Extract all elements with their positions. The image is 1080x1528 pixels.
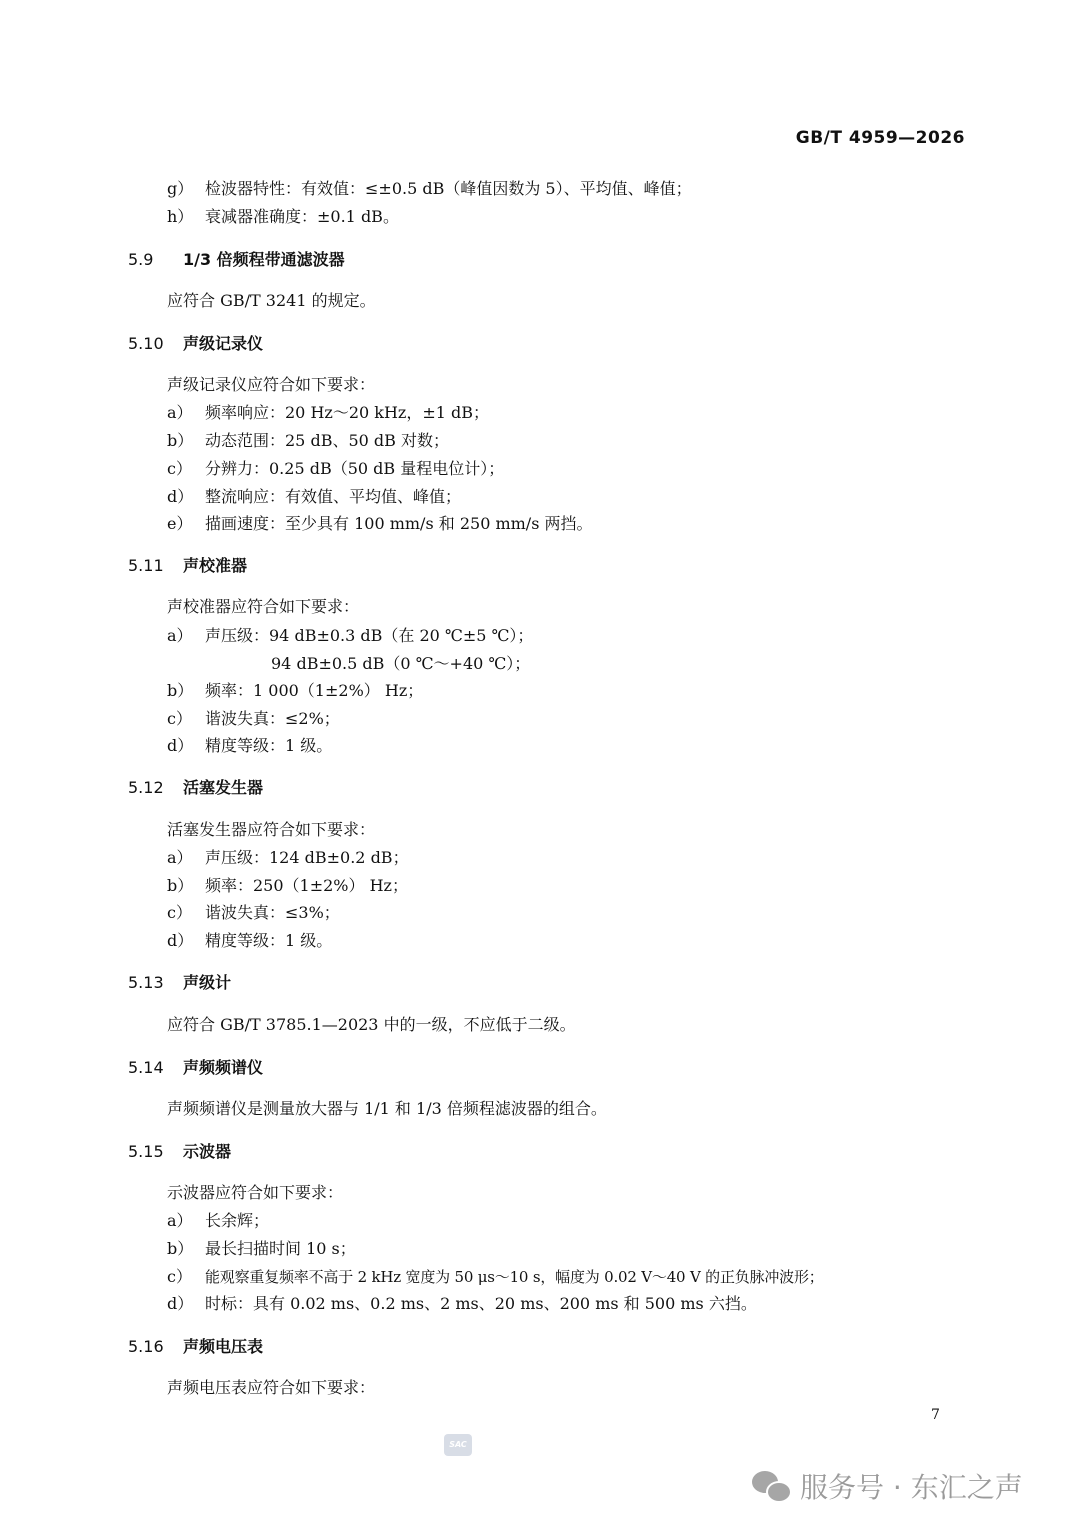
section-title: 示波器 [183,1142,232,1161]
item-letter: d） [167,487,194,506]
item-letter: b） [167,1239,194,1258]
section-title: 声级计 [183,973,232,992]
section-title: 活塞发生器 [183,778,264,797]
item-text: 精度等级：1 级。 [205,931,333,950]
watermark [752,1466,1023,1506]
item-text: 谐波失真：≤2%； [205,709,340,728]
paragraph: 示波器应符合如下要求： [167,1183,344,1202]
item-letter: a） [167,403,193,422]
item-letter: d） [167,931,194,950]
item-text: 最长扫描时间 10 s； [205,1239,356,1258]
standard-code: GB/T 4959—2026 [795,128,965,148]
item-letter: c） [167,1267,192,1286]
item-text: 描画速度：至少具有 100 mm/s 和 250 mm/s 两挡。 [205,514,593,533]
item-text: 频率响应：20 Hz～20 kHz，±1 dB； [205,403,490,422]
section-number: 5.11 [128,556,164,575]
item-text: 整流响应：有效值、平均值、峰值； [205,487,462,506]
item-letter: e） [167,514,193,533]
paragraph: 活塞发生器应符合如下要求： [167,820,376,839]
paragraph: 声级记录仪应符合如下要求： [167,375,376,394]
item-text: 频率：1 000（1±2%） Hz； [205,681,424,700]
section-heading-5-9 [128,250,345,270]
section-heading-5-12 [128,778,263,798]
section-number: 5.9 [128,250,154,269]
item-text: 分辨力：0.25 dB（50 dB 量程电位计）； [205,459,505,478]
paragraph: 声频电压表应符合如下要求： [167,1378,376,1397]
item-text: 谐波失真：≤3%； [205,903,340,922]
item-letter: a） [167,1211,193,1230]
item-text: 声压级：124 dB±0.2 dB； [205,848,409,867]
section-title: 声校准器 [183,556,248,575]
section-number: 5.10 [128,334,164,353]
item-text: 94 dB±0.5 dB（0 ℃～+40 ℃）； [271,654,531,673]
wechat-icon [752,1469,792,1503]
watermark-text: 服务号 · 东汇之声 [800,1471,1023,1504]
item-text: 检波器特性：有效值：≤±0.5 dB（峰值因数为 5）、平均值、峰值； [205,179,692,198]
section-title: 声频频谱仪 [183,1058,264,1077]
item-text: 时标：具有 0.02 ms、0.2 ms、2 ms、20 ms、200 ms 和 500 ms 六挡。 [205,1294,757,1313]
section-heading-5-15 [128,1142,231,1162]
section-heading-5-10 [128,334,263,354]
item-text: 长余辉； [205,1211,270,1230]
item-letter: b） [167,431,194,450]
item-letter: a） [167,848,193,867]
item-letter: c） [167,903,192,922]
item-letter: c） [167,459,192,478]
section-title: 声级记录仪 [183,334,264,353]
item-letter: d） [167,736,194,755]
paragraph: 应符合 GB/T 3785.1—2023 中的一级，不应低于二级。 [167,1015,576,1034]
item-text: 能观察重复频率不高于 2 kHz 宽度为 50 μs～10 s，幅度为 0.02 V～40 V 的正负脉冲波形； [205,1268,824,1286]
item-letter: a） [167,626,193,645]
section-number: 5.13 [128,973,164,992]
item-text: 动态范围：25 dB、50 dB 对数； [205,431,449,450]
item-letter: c） [167,709,192,728]
item-text: 频率：250（1±2%） Hz； [205,876,408,895]
section-number: 5.16 [128,1337,164,1356]
paragraph: 声校准器应符合如下要求： [167,597,360,616]
section-title: 1/3 倍频程带通滤波器 [183,250,345,269]
item-letter: g） [167,179,194,198]
section-title: 声频电压表 [183,1337,264,1356]
section-number: 5.14 [128,1058,164,1077]
paragraph: 声频频谱仪是测量放大器与 1/1 和 1/3 倍频程滤波器的组合。 [167,1099,607,1118]
item-letter: h） [167,207,194,226]
paragraph: 应符合 GB/T 3241 的规定。 [167,291,376,310]
section-heading-5-14 [128,1058,263,1078]
item-text: 衰减器准确度：±0.1 dB。 [205,207,399,226]
item-letter: b） [167,681,194,700]
item-letter: d） [167,1294,194,1313]
section-heading-5-13 [128,973,231,993]
item-text: 精度等级：1 级。 [205,736,333,755]
section-number: 5.12 [128,778,164,797]
page-number: 7 [931,1407,940,1423]
item-letter: b） [167,876,194,895]
section-number: 5.15 [128,1142,164,1161]
section-heading-5-11 [128,556,247,576]
sac-logo: SAC [444,1434,472,1456]
section-heading-5-16 [128,1337,263,1357]
item-text: 声压级：94 dB±0.3 dB（在 20 ℃±5 ℃）； [205,626,534,645]
